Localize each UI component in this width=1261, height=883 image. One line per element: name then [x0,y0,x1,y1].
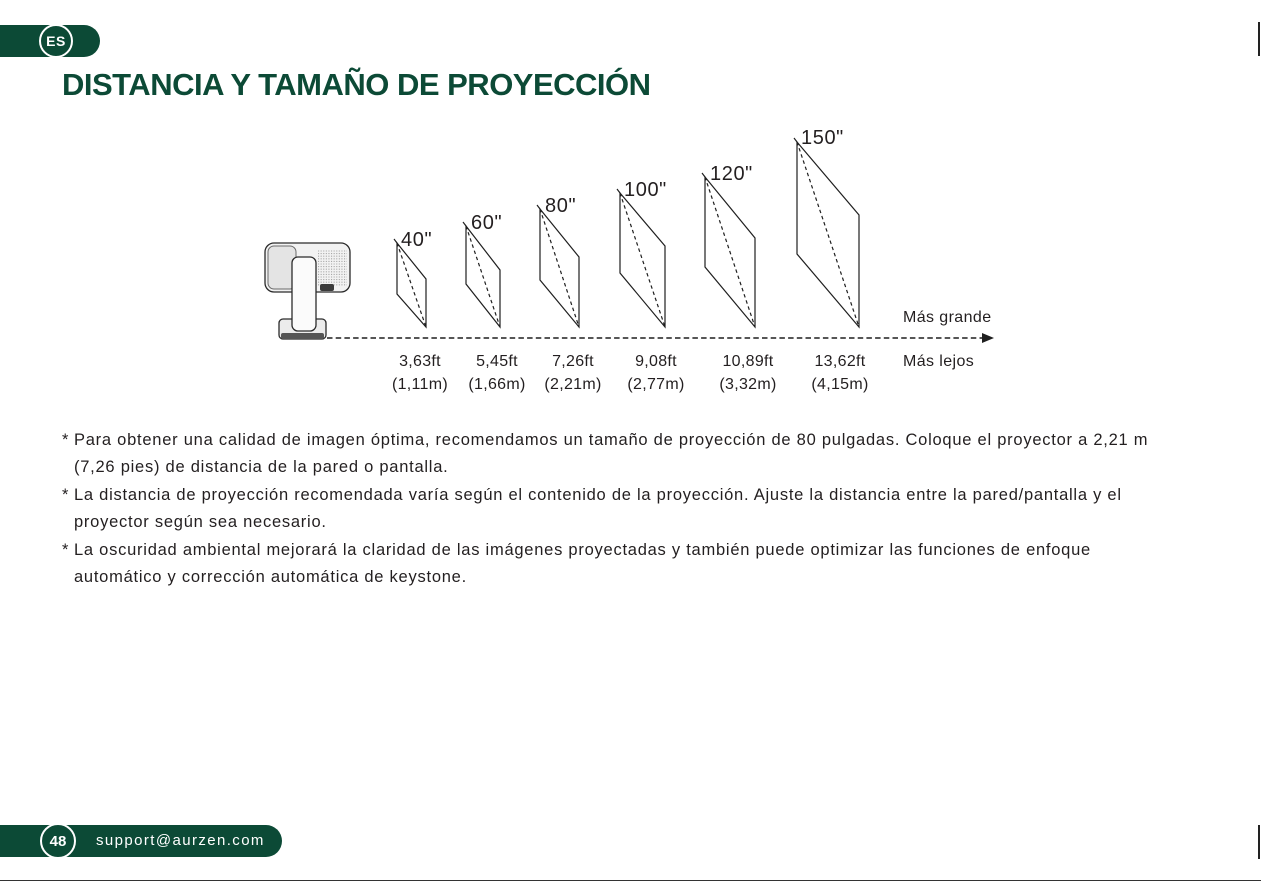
screen-80 [537,195,579,327]
screen-60 [463,212,502,327]
note-line: proyector según sea necesario. [74,513,327,532]
note-text [74,482,1122,537]
label-tick [463,222,466,226]
note-line: (7,26 pies) de distancia de la pared o pantalla. [74,458,449,477]
distance-m: (4,15m) [811,376,869,393]
projection-distance-diagram [0,0,1261,420]
distance-labels [392,353,869,393]
distance-m: (1,11m) [391,376,449,393]
distance-ft: 9,08ft [635,353,677,370]
screen-size-label: 60" [471,212,503,234]
note-line: automático y corrección automática de keystone. [74,568,467,587]
projector-hinge [320,284,334,291]
screen-100 [617,179,667,327]
note-line: La distancia de proyección recomendada varía según el contenido de la proyección. Ajuste la distancia entre la pared/pantalla y el [74,485,1122,504]
note-line: Para obtener una calidad de imagen óptima, recomendamos un tamaño de proyección de 80 pulgadas. Coloque el proyector a 2,21 m [74,431,1149,449]
distance-m: (1,66m) [468,376,526,393]
distance-ft: 13,62ft [814,353,866,370]
note-line: La oscuridad ambiental mejorará la claridad de las imágenes proyectadas y también puede optimizar las funciones de enfoque [74,540,1091,559]
note-text [74,537,1091,592]
distance-m: (2,77m) [627,376,685,393]
projector-arm [292,257,316,331]
distance-ft: 5,45ft [476,353,518,370]
distance-ft: 10,89ft [722,353,774,370]
label-tick [617,189,620,193]
label-tick [394,239,397,243]
screen-size-label: 100" [624,179,667,201]
distance-m: (2,21m) [544,376,602,393]
axis-arrowhead-icon [982,333,994,343]
footer-tab [0,825,282,857]
label-tick [537,205,540,209]
larger-label: Más grande [903,309,992,326]
language-badge: ES [39,24,73,58]
support-email: support@aurzen.com [96,832,265,849]
screen-40 [394,229,432,327]
projector-base-foot [281,333,324,339]
note-item [62,427,1148,482]
distance-ft: 7,26ft [552,353,594,370]
label-tick [702,173,705,177]
note-text [74,427,1148,482]
note-item [62,537,1148,592]
screen-size-label: 120" [710,163,753,185]
edge-mark-bottom [1258,825,1260,859]
page-title: DISTANCIA Y TAMAÑO DE PROYECCIÓN [62,67,651,102]
distance-ft: 3,63ft [399,353,441,370]
screen-size-label: 40" [401,229,433,251]
screen-150 [794,127,859,327]
note-bullet: * [62,431,69,449]
farther-label: Más lejos [903,353,975,370]
notes-list [62,427,1148,591]
distance-m: (3,32m) [719,376,777,393]
page-number: 48 [40,823,76,859]
label-tick [794,138,797,142]
note-bullet: * [62,485,69,504]
screen-120 [702,163,755,327]
note-item [62,482,1148,537]
projector-illustration [265,243,350,339]
note-bullet: * [62,540,69,559]
screen-size-label: 80" [545,195,577,217]
screen-size-label: 150" [801,127,844,149]
bottom-rule [0,880,1261,881]
